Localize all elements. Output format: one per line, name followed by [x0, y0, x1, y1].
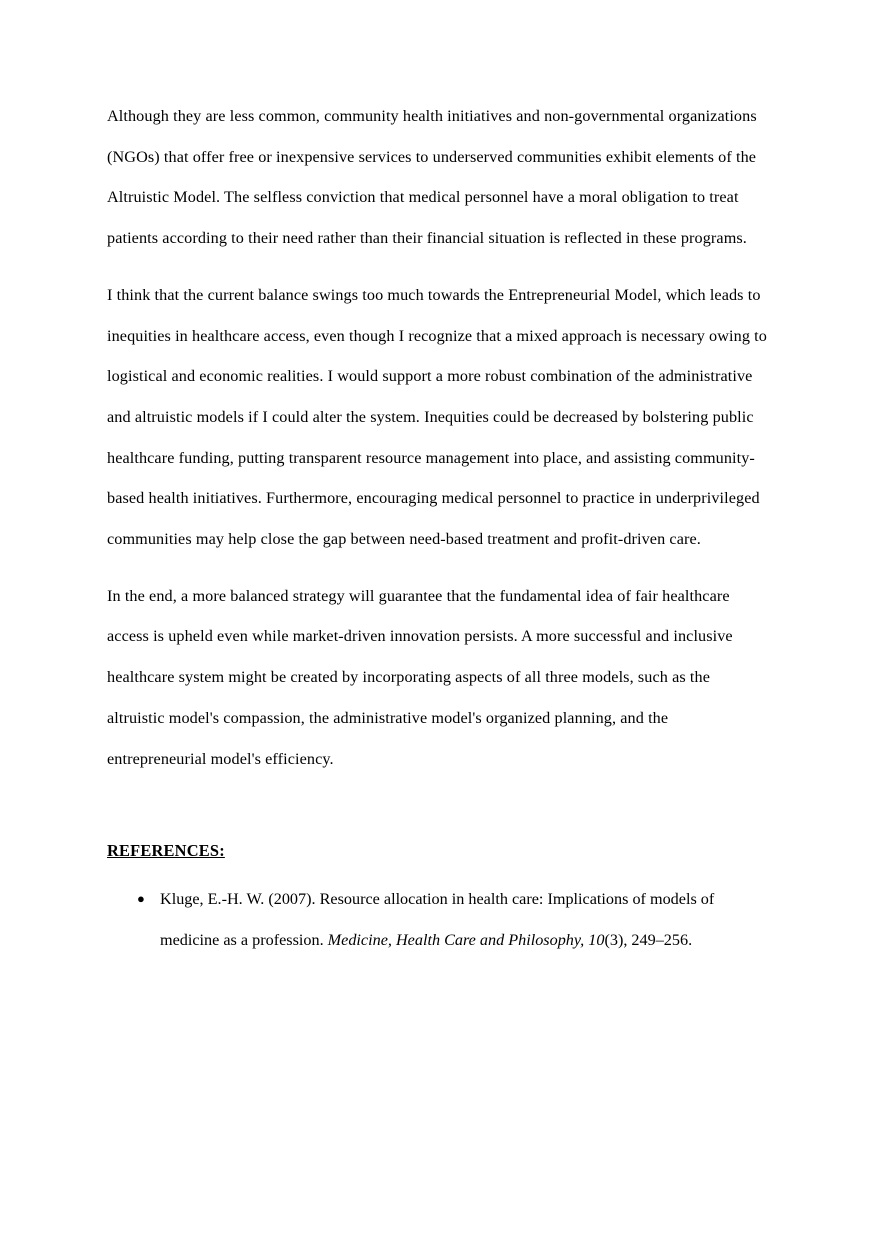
body-paragraph-1: Although they are less common, community health initiatives and non-governmental organizations (NGOs) that offer free or inexpensive services to underserved communities exhibit elements of the Altruistic Model. The selfless conviction that medical personnel have a moral obligation to treat patients according to their need rather than their financial situation is reflected in these programs. [107, 107, 757, 248]
body-paragraph-2: I think that the current balance swings too much towards the Entrepreneurial Model, which leads to inequities in healthcare access, even though I recognize that a mixed approach is necessary owing to logistical and economic realities. I would support a more robust combination of the administrative and altruistic models if I could alter the system. Inequities could be decreased by bolstering public healthcare funding, putting transparent resource management into place, and assisting community-based health initiatives. Furthermore, encouraging medical personnel to practice in underprivileged communities may help close the gap between need-based treatment and profit-driven care. [107, 285, 767, 549]
section-spacer [107, 779, 768, 837]
reference-text-after: (3), 249–256. [604, 930, 693, 949]
references-list [107, 879, 768, 960]
body-paragraph-3: In the end, a more balanced strategy will guarantee that the fundamental idea of fair healthcare access is upheld even while market-driven innovation persists. A more successful and inclusive healthcare system might be created by incorporating aspects of all three models, such as the altruistic model's compassion, the administrative model's organized planning, and the entrepreneurial model's efficiency. [107, 586, 733, 768]
reference-source-title: Medicine, Health Care and Philosophy, 10 [327, 930, 605, 949]
bullet-icon: ● [137, 891, 145, 907]
references-heading: REFERENCES: [107, 841, 225, 861]
reference-text-before: Kluge, E.-H. W. (2007). Resource allocation in health care: Implications of models of medicine as a profession. [160, 890, 715, 949]
list-item [107, 879, 768, 960]
